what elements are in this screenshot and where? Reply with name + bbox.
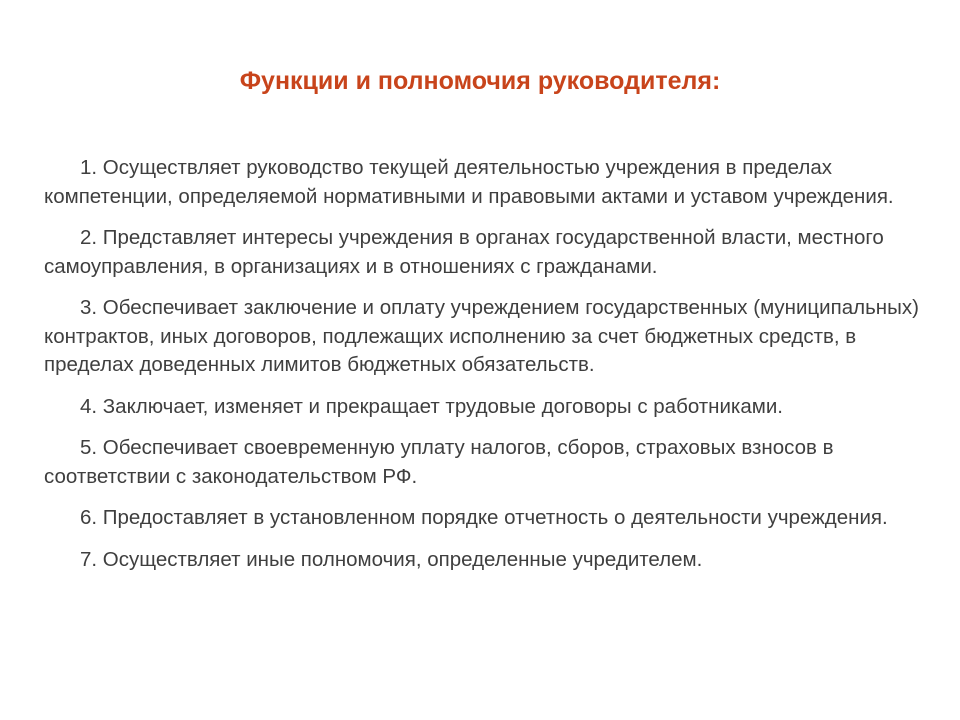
list-item: 1. Осуществляет руководство текущей деятельностью учреждения в пределах компетенции, определяемой нормативными и правовыми актами и уставом учреждения. <box>44 156 894 208</box>
list-item: 6. Предоставляет в установленном порядке отчетность о деятельности учреждения. <box>80 506 888 529</box>
list-item: 4. Заключает, изменяет и прекращает трудовые договоры с работниками. <box>80 394 783 418</box>
functions-list <box>44 154 924 587</box>
list-item: 3. Обеспечивает заключение и оплату учреждением государственных (муниципальных) контрактов, иных договоров, подлежащих исполнению за счет бюджетных средств, в пределах доведенных лимитов бюджетных обязательств. <box>44 296 919 376</box>
list-item: 5. Обеспечивает своевременную уплату налогов, сборов, страховых взносов в соответствии с законодательством РФ. <box>44 436 834 488</box>
list-item: 7. Осуществляет иные полномочия, определенные учредителем. <box>80 547 703 571</box>
slide-title: Функции и полномочия руководителя: <box>239 67 721 95</box>
list-item: 2. Представляет интересы учреждения в органах государственной власти, местного самоуправления, в организациях и в отношениях с гражданами. <box>44 226 884 278</box>
